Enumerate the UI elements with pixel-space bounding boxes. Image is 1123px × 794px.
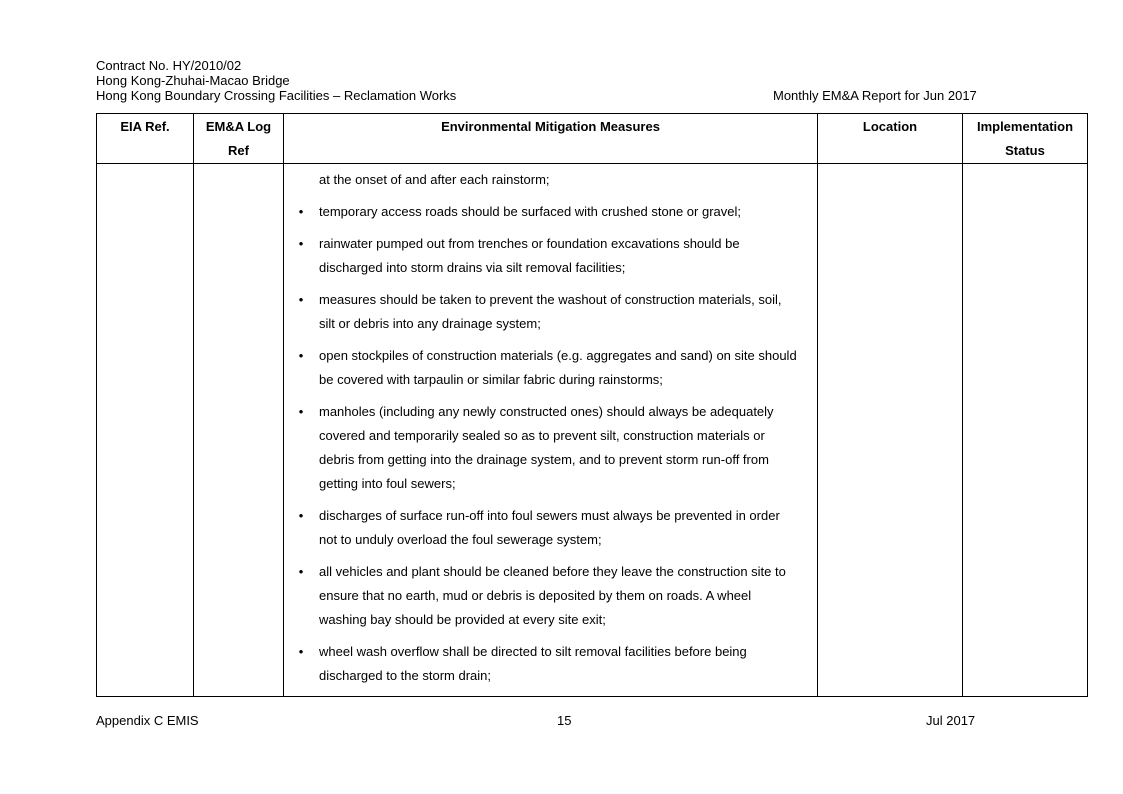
list-item: • rainwater pumped out from trenches or foundation excavations should be discharged into storm drains via silt removal facilities; (284, 232, 797, 280)
bullet-icon: • (298, 644, 304, 659)
table-header-row (97, 114, 1088, 164)
list-item: • measures should be taken to prevent the washout of construction materials, soil, silt or debris into any drainage system; (284, 288, 797, 336)
measures-list (284, 168, 797, 688)
list-item: • all vehicles and plant should be cleaned before they leave the construction site to ensure that no earth, mud or debris is deposited by them on roads. A wheel washing bay should be provided at every site exit; (284, 560, 797, 632)
list-item: • open stockpiles of construction materials (e.g. aggregates and sand) on site should be covered with tarpaulin or similar fabric during rainstorms; (284, 344, 797, 392)
footer-date: Jul 2017 (926, 713, 976, 728)
bullet-icon: • (298, 292, 304, 307)
project-name: Hong Kong-Zhuhai-Macao Bridge (96, 73, 290, 88)
ema-log-ref-cell (194, 164, 284, 697)
bullet-icon: • (298, 348, 304, 363)
implementation-status-cell (963, 164, 1088, 697)
bullet-icon: • (298, 236, 304, 251)
list-item: • manholes (including any newly constructed ones) should always be adequately covered and temporarily sealed so as to prevent silt, construction materials or debris from getting into the drainage system, and to prevent storm run-off from getting into foul sewers; (284, 400, 797, 496)
footer-appendix: Appendix C EMIS (96, 713, 199, 728)
eia-ref-cell (97, 164, 194, 697)
col-header-implementation-status: Implementation Status (963, 114, 1088, 164)
mitigation-measures-table (96, 113, 1088, 697)
report-title: Monthly EM&A Report for Jun 2017 (773, 88, 977, 103)
measures-cell (284, 164, 818, 697)
col-header-location: Location (818, 114, 963, 164)
col-header-eia-ref: EIA Ref. (97, 114, 194, 164)
table-row (97, 164, 1088, 697)
list-item-continuation: at the onset of and after each rainstorm; (319, 172, 550, 187)
list-item: • wheel wash overflow shall be directed to silt removal facilities before being discharged to the storm drain; (284, 640, 797, 688)
list-item: • temporary access roads should be surfaced with crushed stone or gravel; (284, 200, 797, 224)
location-cell (818, 164, 963, 697)
list-item: • discharges of surface run-off into foul sewers must always be prevented in order not to unduly overload the foul sewerage system; (284, 504, 797, 552)
bullet-icon: • (298, 508, 304, 523)
contract-number: Contract No. HY/2010/02 (96, 58, 242, 73)
bullet-icon: • (298, 404, 304, 419)
bullet-icon: • (298, 564, 304, 579)
col-header-ema-log-ref: EM&A Log Ref (194, 114, 284, 164)
works-name: Hong Kong Boundary Crossing Facilities – Reclamation Works (96, 88, 457, 103)
page-number: 15 (557, 713, 572, 728)
bullet-icon: • (298, 204, 304, 219)
col-header-measures: Environmental Mitigation Measures (284, 114, 818, 164)
